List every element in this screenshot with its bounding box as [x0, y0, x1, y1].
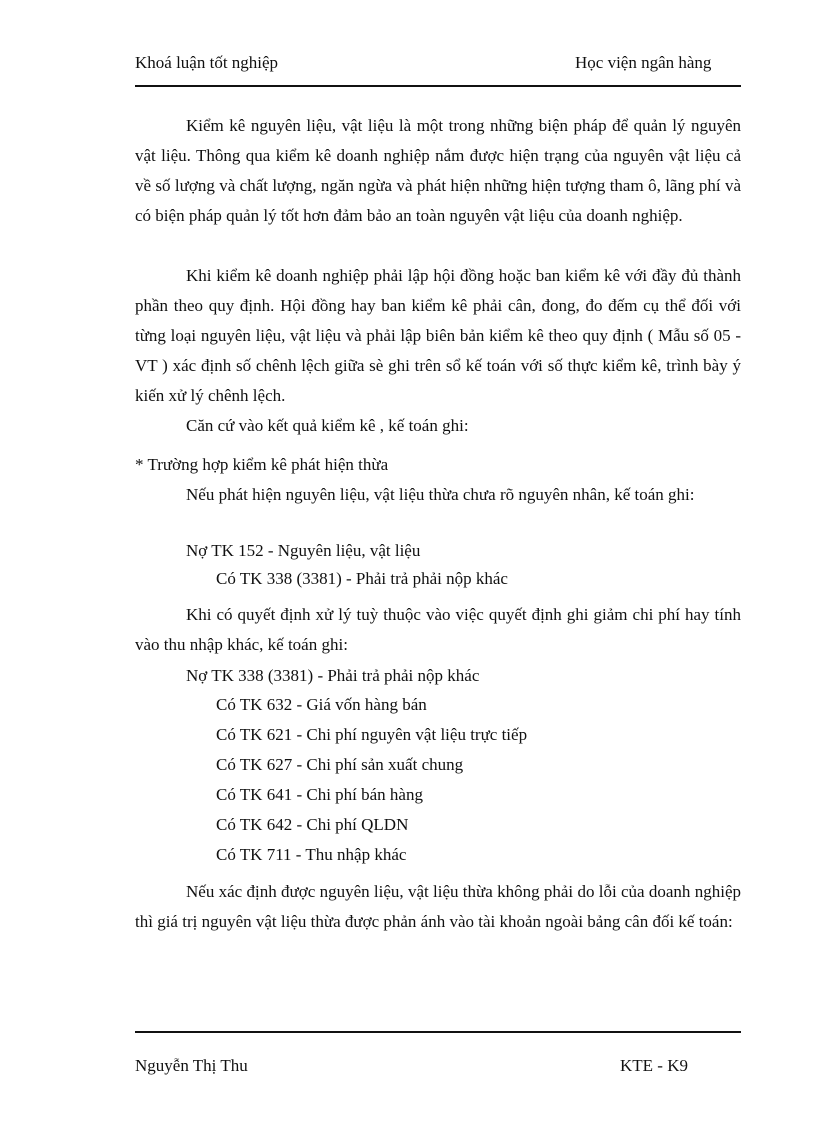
- paragraph-surplus-unknown: Nếu phát hiện nguyên liệu, vật liệu thừa chưa rõ nguyên nhân, kế toán ghi:: [186, 485, 695, 504]
- footer-author: Nguyễn Thị Thu: [135, 1056, 248, 1075]
- entry1-credit: Có TK 338 (3381) - Phải trả phải nộp khác: [216, 569, 508, 588]
- paragraph-based-on-result: Căn cứ vào kết quả kiểm kê , kế toán ghi:: [186, 416, 469, 435]
- entry2-debit: Nợ TK 338 (3381) - Phải trả phải nộp khác: [186, 666, 480, 685]
- entry2-credit-621: Có TK 621 - Chi phí nguyên vật liệu trực tiếp: [216, 725, 528, 744]
- paragraph-off-balance: Nếu xác định được nguyên liệu, vật liệu thừa không phải do lỗi của doanh nghiệp thì giá trị nguyên vật liệu thừa được phản ánh vào tài khoản ngoài bảng cân đối kế toán:: [135, 882, 741, 931]
- paragraph-decision: Khi có quyết định xử lý tuỳ thuộc vào việc quyết định ghi giảm chi phí hay tính vào thu nhập khác, kế toán ghi:: [135, 605, 741, 654]
- header-left-title: Khoá luận tốt nghiệp: [135, 53, 279, 72]
- footer-divider: [135, 1031, 741, 1033]
- entry2-credit-641: Có TK 641 - Chi phí bán hàng: [216, 785, 423, 804]
- entry2-credit-642: Có TK 642 - Chi phí QLDN: [216, 815, 409, 834]
- case-heading: * Trường hợp kiểm kê phát hiện thừa: [135, 455, 389, 474]
- entry2-credit-627: Có TK 627 - Chi phí sản xuất chung: [216, 755, 464, 774]
- header-divider: [135, 85, 741, 87]
- entry1-debit: Nợ TK 152 - Nguyên liệu, vật liệu: [186, 541, 421, 560]
- entry2-credit-632: Có TK 632 - Giá vốn hàng bán: [216, 695, 427, 714]
- entry2-credit-711: Có TK 711 - Thu nhập khác: [216, 845, 407, 864]
- paragraph-inventory-intro: Kiểm kê nguyên liệu, vật liệu là một trong những biện pháp để quản lý nguyên vật liệu. Thông qua kiểm kê doanh nghiệp nắm được hiện trạng của nguyên vật liệu cả về số lượng và chất lượng, ngăn ngừa và phát hiện những hiện tượng tham ô, lãng phí và có biện pháp quản lý tốt hơn đảm bảo an toàn nguyên vật liệu của doanh nghiệp.: [135, 116, 741, 225]
- footer-class: KTE - K9: [620, 1056, 688, 1075]
- paragraph-inventory-procedure: Khi kiểm kê doanh nghiệp phải lập hội đồng hoặc ban kiểm kê với đầy đủ thành phần theo quy định. Hội đồng hay ban kiểm kê phải cân, đong, đo đếm cụ thể đối với từng loại nguyên liệu, vật liệu và phải lập biên bản kiểm kê theo quy định ( Mẫu số 05 - VT ) xác định số chênh lệch giữa sè ghi trên sổ kế toán với số thực kiểm kê, trình bày ý kiến xử lý chênh lệch.: [135, 266, 741, 405]
- header-right-title: Học viện ngân hàng: [575, 53, 712, 72]
